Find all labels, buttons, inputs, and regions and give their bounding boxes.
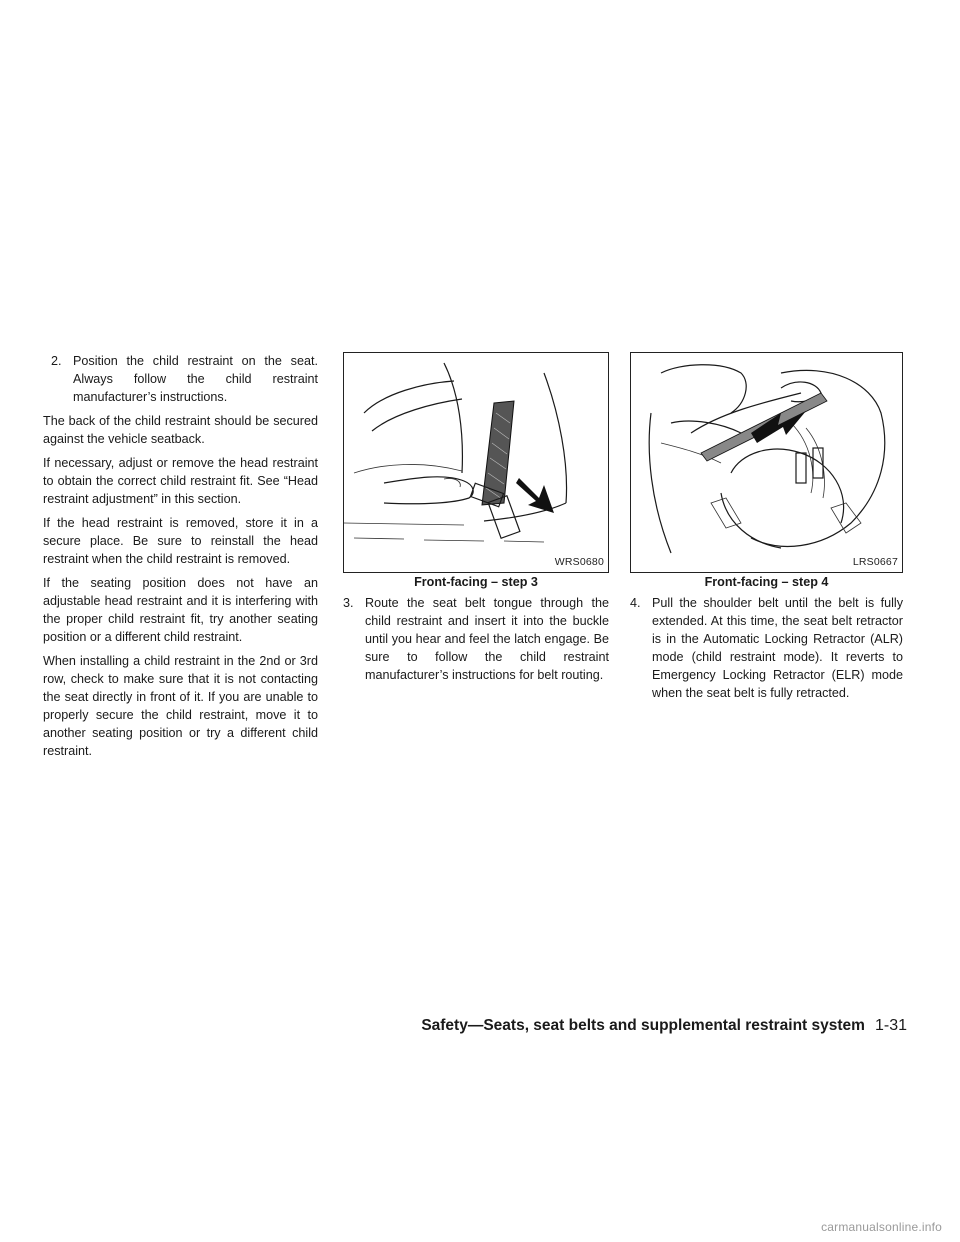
- section-title: Safety—Seats, seat belts and supplemental restraint system: [421, 1017, 865, 1034]
- paragraph: When installing a child restraint in the 2nd or 3rd row, check to make sure that it is not contacting the seat directly in front of it. If you are unable to properly secure the child restraint, move it to another seating position or try a different child restraint.: [43, 654, 318, 758]
- step-text: Pull the shoulder belt until the belt is fully extended. At this time, the seat belt retractor is in the Automatic Locking Retractor (ALR) mode (child restraint mode). It reverts to Emergency Locking Retractor (ELR) mode when the seat belt is fully retracted.: [652, 596, 903, 700]
- paragraph: If the seating position does not have an adjustable head restraint and it is interfering with the proper child restraint fit, try another seating position or a different child restraint.: [43, 576, 318, 644]
- page-footer: [400, 1017, 907, 1035]
- step-number: 4.: [630, 596, 641, 610]
- paragraph: If necessary, adjust or remove the head restraint to obtain the correct child restraint fit. See “Head restraint adjustment” in this section.: [43, 456, 318, 506]
- figure-caption: Front-facing – step 4: [704, 575, 829, 589]
- figure-id: LRS0667: [852, 556, 898, 568]
- step-text: Route the seat belt tongue through the child restraint and insert it into the buckle until you hear and feel the latch engage. Be sure to follow the child restraint manufacturer’s instructions for belt routing.: [365, 596, 609, 682]
- step-number: 2.: [51, 354, 62, 368]
- figure-id: WRS0680: [554, 556, 604, 568]
- step-2: [43, 352, 318, 406]
- watermark: carmanualsonline.info: [821, 1220, 942, 1234]
- step-text: Position the child restraint on the seat. Always follow the child restraint manufacturer’s instructions.: [73, 354, 318, 404]
- figure-step-4: [630, 352, 903, 573]
- page-number: 1-31: [874, 1017, 907, 1034]
- paragraph: If the head restraint is removed, store it in a secure place. Be sure to reinstall the head restraint when the child restraint is removed.: [43, 516, 318, 566]
- figure-step-3: [343, 352, 609, 573]
- step-3: [343, 594, 609, 684]
- illustration-seat-belt-buckle: [344, 353, 608, 572]
- left-column: [43, 352, 318, 766]
- right-column: [630, 352, 903, 702]
- illustration-shoulder-belt-pull: [631, 353, 902, 572]
- step-4: [630, 594, 903, 702]
- paragraph: The back of the child restraint should be secured against the vehicle seatback.: [43, 414, 318, 446]
- middle-column: [343, 352, 609, 684]
- step-number: 3.: [343, 596, 354, 610]
- figure-caption: Front-facing – step 3: [414, 575, 538, 589]
